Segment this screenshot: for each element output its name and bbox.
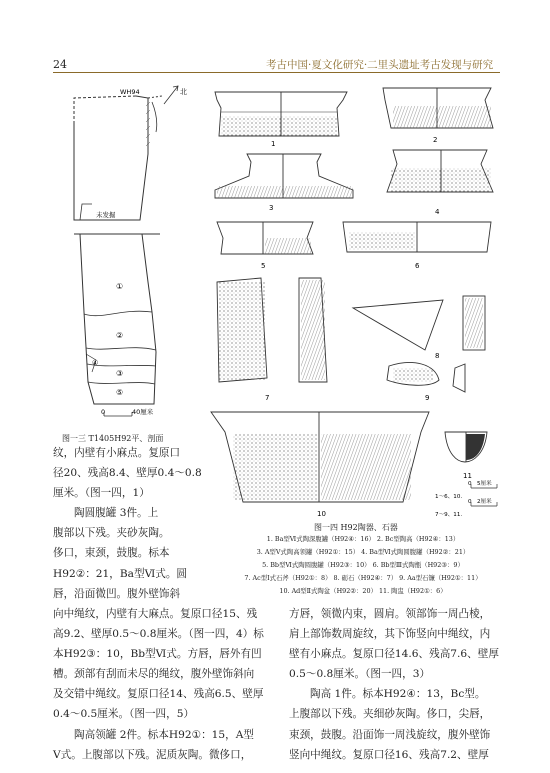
scale14-zero-a: 0 [468,481,472,487]
whetstone-8-texture [465,298,483,348]
body-line: 陶高 1件。标本H92④：13，Bc型。 [310,688,486,701]
basin-10-texture-b [321,434,411,500]
vessel-2-texture [393,106,491,128]
figure13-caption: 图一三 T1405H92平、剖面 [62,434,164,443]
body-line: 纹，内壁有小麻点。复原口 [53,447,181,459]
fig-number-10: 10 [317,510,326,518]
body-line: 肩上部饰数周旋纹，其下饰竖向中绳纹，内 [289,628,491,641]
fig-number-6: 6 [415,262,420,270]
body-line: 陶圆腹罐 3件。上 [74,507,159,520]
body-line: 槽。颈部有刮而未尽的绳纹，腹外壁饰斜向 [53,668,255,681]
fig-number-2: 2 [433,136,438,144]
body-line: 本H92③：10，Bb型Ⅵ式。方唇，唇外有凹 [53,648,262,661]
body-line: 高9.2、壁厚0.5～0.8厘米。（图一四，4）标 [53,628,264,641]
axe-7-texture [219,282,265,380]
body-line: 0.4～0.5厘米。（图一四，5） [53,708,195,721]
scale14-range-a: 1～6、10. [435,494,463,500]
unexcavated-label: 未发掘 [96,211,116,219]
fig-number-9: 9 [425,394,430,402]
body-line: 厘米。（图一四，1） [53,487,150,500]
figure13-scale-bar [104,412,132,416]
body-line: 竖向中绳纹。复原口径16、残高7.2、壁厚 [289,748,489,761]
body-line: 侈口，束颈，鼓腹。标本 [53,547,170,560]
body-line: 向中绳纹，内壁有大麻点。复原口径15、残 [53,608,258,620]
scale14-length-a: 5厘米 [477,481,492,487]
legend-line-1: 1. Ba型Ⅵ式陶深腹罐（H92④：16） 2. Bc型陶高（H92④：13） [266,535,460,543]
body-line: 陶高领罐 2件。标本H92①：15，A型 [74,728,254,741]
section-view [74,234,160,404]
fig-number-11: 11 [463,472,472,480]
layer-4: ④ [92,359,99,367]
layer-5: ⑤ [116,388,124,397]
vessel-4-texture [391,168,491,192]
scale14-zero-b: 0 [468,499,472,505]
layer-1: ① [116,282,124,291]
running-title: 考古中国·夏文化研究·二里头遗址考古发现与研究 [266,59,494,71]
scale14-length-b: 2厘米 [477,499,492,505]
figure13-drawing [52,82,200,424]
fig-number-5: 5 [261,262,266,270]
header-rule [53,72,500,73]
body-line: 径20、残高8.4、壁厚0.4～0.8 [53,467,202,480]
page-number: 24 [53,58,67,71]
layer-2: ② [116,331,124,340]
figure14-legend [222,533,504,598]
fig-number-1: 1 [271,140,276,148]
fig-number-8: 8 [435,352,440,360]
body-line: H92②：21，Ba型Ⅵ式。圆 [53,567,188,580]
layer-3: ③ [116,369,124,378]
body-line: 及交错中绳纹。复原口径14、残高6.5、壁厚 [53,688,264,701]
body-line: 上腹部以下残。夹细砂灰陶。侈口，尖唇， [289,708,491,721]
legend-line-4: 7. Ac型Ⅰ式石斧（H92①：8） 8. 砺石（H92④：7） 9. Aa型石镰（H92①：11） [244,574,482,582]
basin-10-texture [233,434,317,500]
body-line: 唇，沿面微凹。腹外壁饰斜 [53,587,181,600]
scale13-length: 40厘米 [132,408,154,416]
body-line: 腹部以下残。夹砂灰陶。 [53,527,170,540]
body-line: 壁有小麻点。复原口径14.6、残高7.6、壁厚 [289,648,499,661]
vessel-3-texture [217,186,353,198]
legend-line-5: 10. Ad型Ⅱ式陶盆（H92②：20） 11. 陶盅（H92①：6） [279,587,447,595]
cup-11-section [466,434,485,460]
sickle-9-texture [393,368,433,382]
north-arrow-icon [164,86,178,104]
wh94-label: WH94 [120,88,140,96]
figure14-caption: 图一四 H92陶器、石器 [314,523,398,532]
body-line: 束颈，鼓腹。沿面饰一周浅旋纹，腹外壁饰 [289,728,491,741]
vessel-1-texture [221,116,337,136]
body-line: 0.5～0.8厘米。（图一四，3） [289,668,431,681]
right-column [289,604,499,765]
fig-number-7: 7 [265,394,270,402]
left-column-wide [53,604,264,765]
vessel-6-texture [349,232,415,250]
vessel-5-texture [265,238,311,254]
body-line: Ⅴ式。上腹部以下残。泥质灰陶。微侈口， [53,748,252,761]
left-column-narrow [53,443,202,604]
figure14-drawing [203,82,503,522]
fig-number-4: 4 [435,208,440,216]
north-label: 北 [180,88,187,96]
legend-line-2: 3. A型Ⅴ式陶高领罐（H92①：15） 4. Ba型Ⅵ式陶圆腹罐（H92②：21） [256,548,470,556]
scale14-range-b: 7～9、11. [435,512,463,518]
body-line: 方唇，领微内束，圆肩。领部饰一周凸棱， [289,608,491,620]
scale13-zero: 0 [101,408,106,416]
plan-view [74,96,162,220]
axe-7-side-texture [301,280,325,380]
fig-number-3: 3 [269,204,274,212]
legend-line-3: 5. Bb型Ⅵ式陶圆腹罐（H92③：10） 6. Bb型Ⅲ式陶甑（H92③：9） [262,561,464,569]
